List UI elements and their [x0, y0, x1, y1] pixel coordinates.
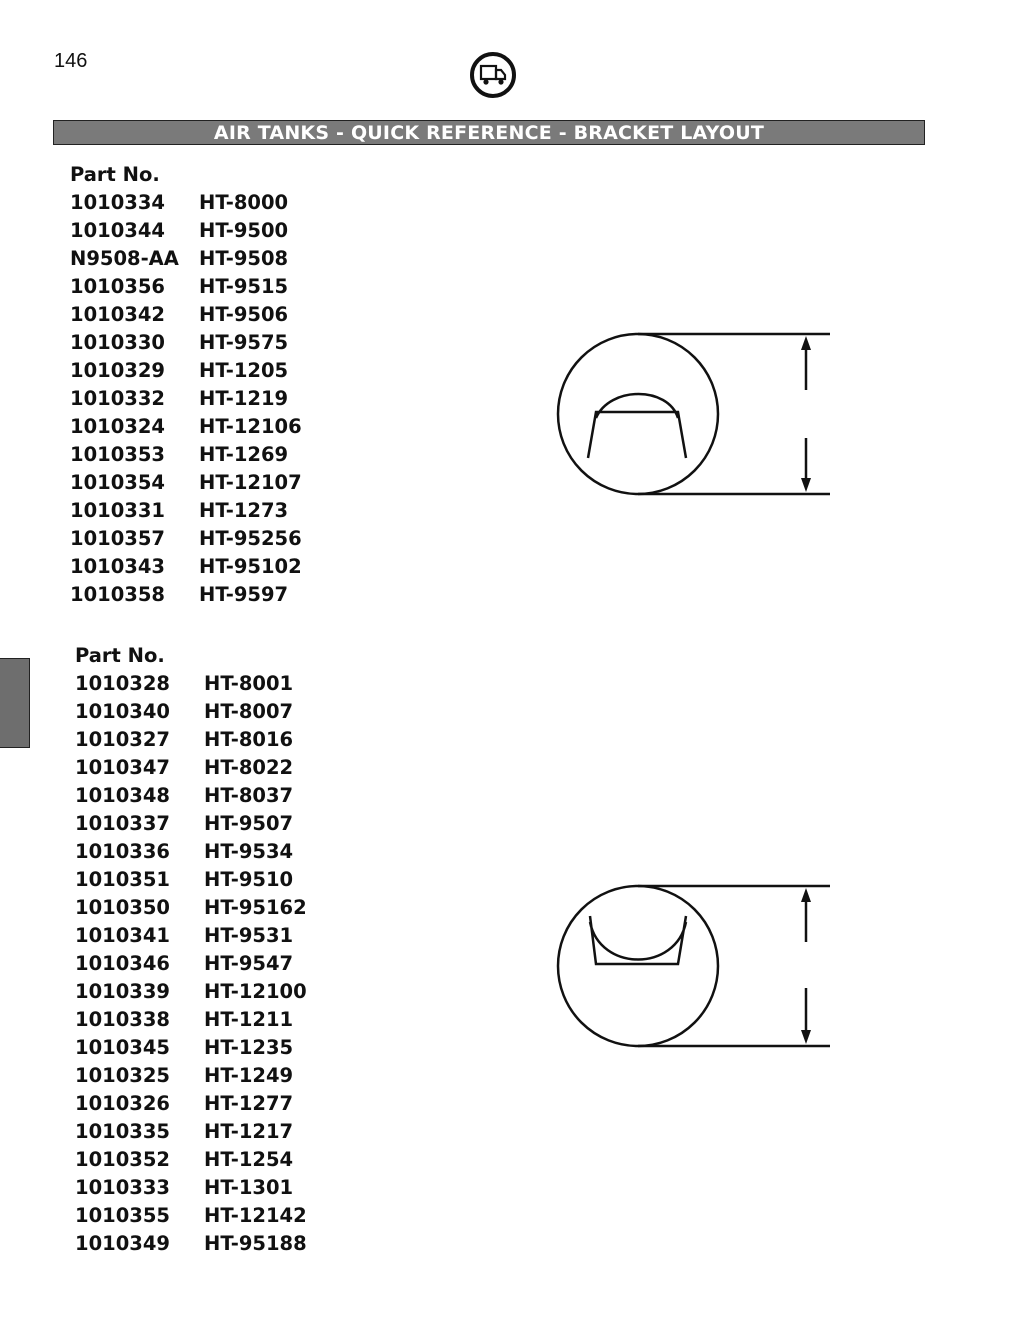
ht-reference: HT-9597	[199, 583, 289, 606]
part-number: 1010339	[75, 980, 170, 1003]
part-number: 1010329	[70, 359, 165, 382]
ht-reference: HT-9547	[204, 952, 294, 975]
part-number: 1010338	[75, 1008, 170, 1031]
list-item	[75, 894, 307, 922]
part-number: 1010357	[70, 527, 165, 550]
part-number: 1010331	[70, 499, 165, 522]
part-number: 1010347	[75, 756, 170, 779]
ht-reference: HT-12142	[204, 1204, 307, 1227]
list-item	[75, 1118, 307, 1146]
ht-reference: HT-1219	[199, 387, 289, 410]
list-item	[70, 245, 302, 273]
part-number: 1010348	[75, 784, 170, 807]
list-item	[75, 782, 307, 810]
ht-reference: HT-9515	[199, 275, 289, 298]
ht-reference: HT-9507	[204, 812, 294, 835]
ht-reference: HT-1277	[204, 1092, 294, 1115]
ht-reference: HT-1205	[199, 359, 289, 382]
list-item	[70, 189, 302, 217]
part-number: 1010353	[70, 443, 165, 466]
arrow-up-icon	[801, 336, 811, 350]
ht-reference: HT-8016	[204, 728, 294, 751]
part-number: 1010351	[75, 868, 170, 891]
ht-reference: HT-9531	[204, 924, 294, 947]
list-item	[70, 385, 302, 413]
bracket-above-center-diagram	[550, 320, 850, 520]
ht-reference: HT-1269	[199, 443, 289, 466]
list-item	[75, 810, 307, 838]
ht-reference: HT-9500	[199, 219, 289, 242]
list-item	[70, 553, 302, 581]
list-item	[70, 497, 302, 525]
part-no-header: Part No.	[70, 163, 160, 186]
ht-reference: HT-12100	[204, 980, 307, 1003]
part-number: 1010332	[70, 387, 165, 410]
part-number: 1010346	[75, 952, 170, 975]
list-item	[75, 1062, 307, 1090]
ht-reference: HT-1254	[204, 1148, 294, 1171]
part-number: 1010327	[75, 728, 170, 751]
ht-reference: HT-8037	[204, 784, 294, 807]
parts-list-below-center	[75, 642, 307, 1258]
ht-reference: HT-12107	[199, 471, 302, 494]
tank-circle	[558, 334, 718, 494]
part-number: 1010333	[75, 1176, 170, 1199]
part-number: 1010326	[75, 1092, 170, 1115]
list-item	[70, 413, 302, 441]
bracket-shape	[590, 916, 686, 964]
ht-reference: HT-8007	[204, 700, 294, 723]
part-number: 1010342	[70, 303, 165, 326]
ht-reference: HT-95162	[204, 896, 307, 919]
list-item	[75, 950, 307, 978]
part-no-header: Part No.	[75, 644, 165, 667]
arrow-down-icon	[801, 478, 811, 492]
ht-reference: HT-9508	[199, 247, 289, 270]
list-item	[70, 217, 302, 245]
arrow-up-icon	[801, 888, 811, 902]
part-number: 1010340	[75, 700, 170, 723]
bracket-below-center-diagram	[550, 872, 850, 1072]
page-title: AIR TANKS - QUICK REFERENCE - BRACKET LAYOUT	[53, 120, 925, 145]
ht-reference: HT-9534	[204, 840, 294, 863]
part-number: 1010330	[70, 331, 165, 354]
part-number: 1010356	[70, 275, 165, 298]
ht-reference: HT-1211	[204, 1008, 294, 1031]
part-number: 1010349	[75, 1232, 170, 1255]
list-item	[75, 1034, 307, 1062]
list-item	[75, 1090, 307, 1118]
parts-list-above-center	[70, 161, 302, 609]
list-item	[75, 1230, 307, 1258]
list-item	[75, 1202, 307, 1230]
list-item	[70, 329, 302, 357]
ht-reference: HT-95256	[199, 527, 302, 550]
page-number: 146	[54, 50, 88, 72]
truck-icon	[470, 52, 516, 98]
ht-reference: HT-1249	[204, 1064, 294, 1087]
part-number: 1010341	[75, 924, 170, 947]
list-item	[75, 1006, 307, 1034]
section-tab	[0, 658, 30, 748]
part-number: 1010350	[75, 896, 170, 919]
ht-reference: HT-1235	[204, 1036, 294, 1059]
list-item	[75, 1174, 307, 1202]
ht-reference: HT-1273	[199, 499, 289, 522]
list-item	[75, 922, 307, 950]
list-item	[70, 581, 302, 609]
list-item	[70, 469, 302, 497]
part-number: 1010344	[70, 219, 165, 242]
list-item	[70, 273, 302, 301]
part-number: 1010335	[75, 1120, 170, 1143]
ht-reference: HT-9510	[204, 868, 294, 891]
list-item	[75, 838, 307, 866]
ht-reference: HT-1217	[204, 1120, 294, 1143]
tank-circle	[558, 886, 718, 1046]
part-number: 1010355	[75, 1204, 170, 1227]
list-item	[75, 754, 307, 782]
ht-reference: HT-8000	[199, 191, 289, 214]
ht-reference: HT-9575	[199, 331, 289, 354]
parts-rows	[70, 189, 302, 609]
parts-rows	[75, 670, 307, 1258]
list-item	[70, 301, 302, 329]
part-number: 1010334	[70, 191, 165, 214]
part-number: 1010345	[75, 1036, 170, 1059]
ht-reference: HT-95102	[199, 555, 302, 578]
part-number: 1010336	[75, 840, 170, 863]
part-number: 1010358	[70, 583, 165, 606]
part-number: 1010328	[75, 672, 170, 695]
part-number: 1010325	[75, 1064, 170, 1087]
list-item	[75, 698, 307, 726]
part-number: 1010324	[70, 415, 165, 438]
ht-reference: HT-1301	[204, 1176, 294, 1199]
part-number: 1010354	[70, 471, 165, 494]
list-item	[75, 670, 307, 698]
ht-reference: HT-8001	[204, 672, 294, 695]
part-number: 1010352	[75, 1148, 170, 1171]
ht-reference: HT-95188	[204, 1232, 307, 1255]
part-number: N9508-AA	[70, 247, 179, 270]
list-item	[75, 726, 307, 754]
list-item	[75, 978, 307, 1006]
list-item	[70, 441, 302, 469]
ht-reference: HT-9506	[199, 303, 289, 326]
arrow-down-icon	[801, 1030, 811, 1044]
part-number: 1010343	[70, 555, 165, 578]
list-item	[75, 866, 307, 894]
part-number: 1010337	[75, 812, 170, 835]
list-item	[75, 1146, 307, 1174]
bracket-shape	[588, 394, 686, 458]
list-item	[70, 357, 302, 385]
list-item	[70, 525, 302, 553]
ht-reference: HT-8022	[204, 756, 294, 779]
ht-reference: HT-12106	[199, 415, 302, 438]
